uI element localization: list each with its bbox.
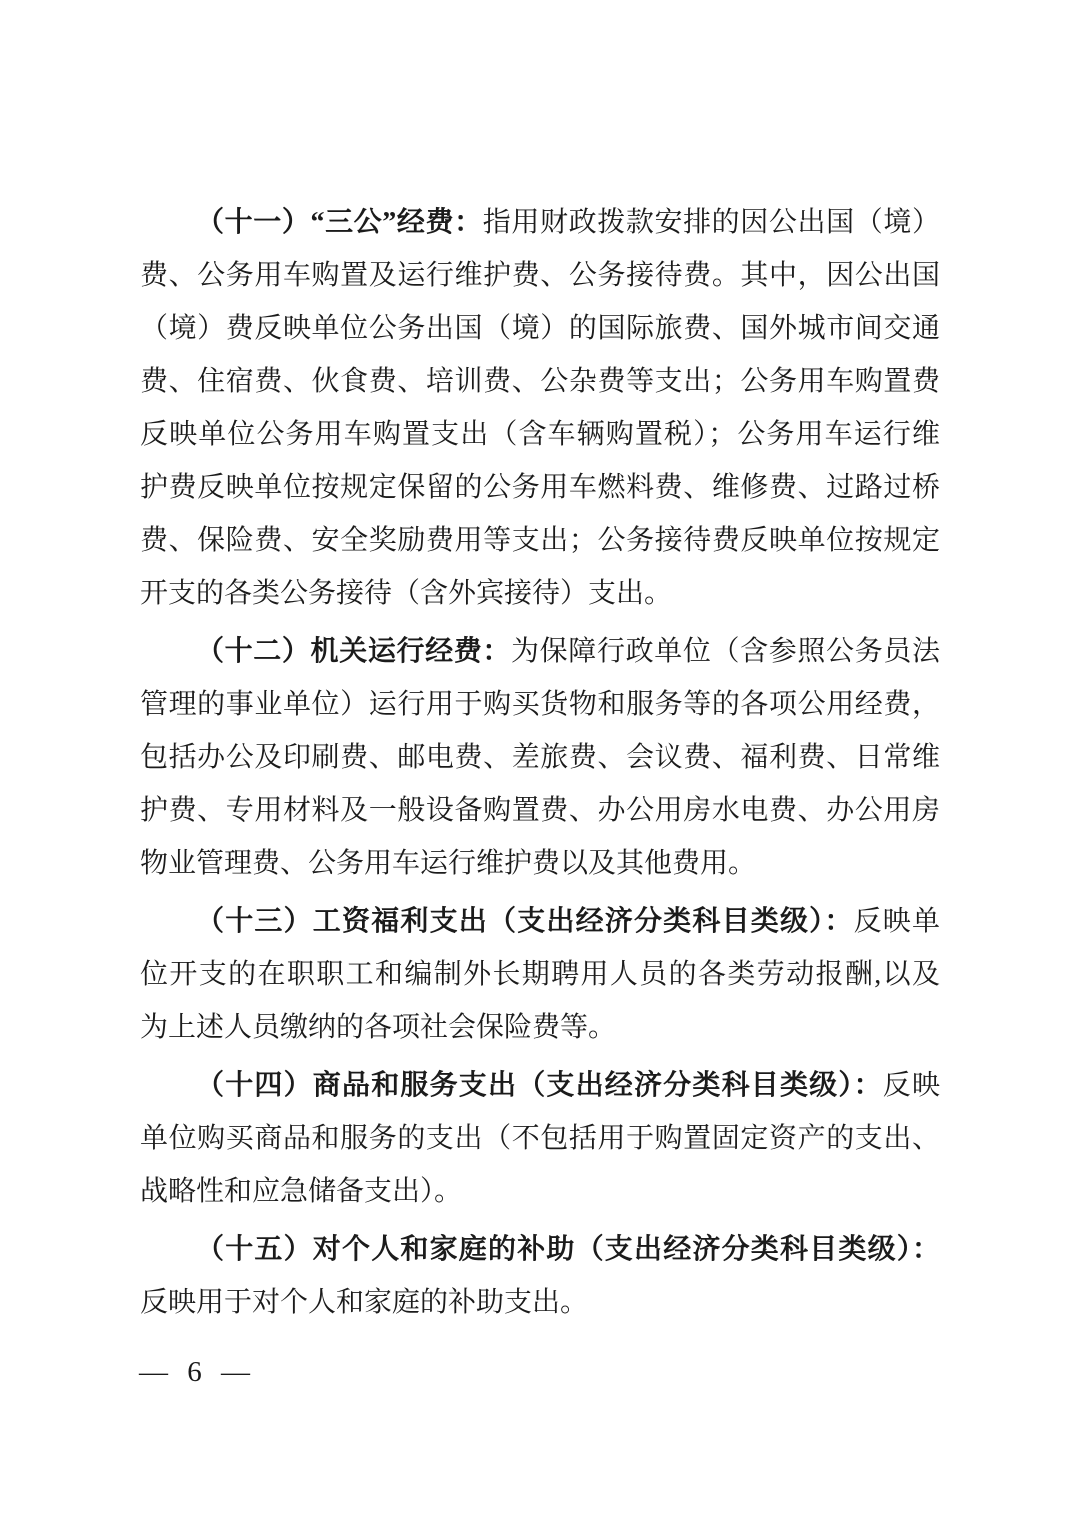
text-line: [140, 731, 940, 784]
body-text: 物业管理费、公务用车运行维护费以及其他费用。: [140, 848, 757, 879]
paragraph: [140, 1059, 940, 1218]
text-line: [140, 355, 940, 408]
text-line: [140, 1223, 940, 1276]
text-line: [140, 895, 940, 948]
text-line: [140, 408, 940, 461]
body-text: 为上述人员缴纳的各项社会保险费等。: [140, 1012, 617, 1043]
body-text: 包括办公及印刷费、邮电费、差旅费、会议费、福利费、日常维: [140, 742, 940, 773]
term-label: （十五）对个人和家庭的补助（支出经济分类科目类级）：: [196, 1234, 940, 1265]
body-text: 费、公务用车购置及运行维护费、公务接待费。其中，因公出国: [140, 260, 940, 291]
paragraph: [140, 895, 940, 1054]
body-text: 为保障行政单位（含参照公务员法: [511, 636, 940, 667]
paragraph: [140, 196, 940, 620]
text-line: [140, 1001, 940, 1054]
text-line: [140, 1276, 940, 1329]
text-line: [140, 625, 940, 678]
body-text: 管理的事业单位）运行用于购买货物和服务等的各项公用经费，: [140, 689, 940, 720]
page-number: — 6 —: [139, 1356, 253, 1388]
text-line: [140, 1059, 940, 1112]
body-text: 指用财政拨款安排的因公出国（境）: [482, 207, 940, 238]
text-line: [140, 784, 940, 837]
body-text: 反映: [882, 1070, 940, 1101]
body-text: 单位购买商品和服务的支出（不包括用于购置固定资产的支出、: [140, 1123, 940, 1154]
body-text: 费、住宿费、伙食费、培训费、公杂费等支出；公务用车购置费: [140, 366, 940, 397]
body-text: 位开支的在职职工和编制外长期聘用人员的各类劳动报酬,以及: [140, 959, 940, 990]
text-line: [140, 302, 940, 355]
text-line: [140, 1165, 940, 1218]
term-label: （十一）“三公”经费：: [196, 207, 483, 238]
text-line: [140, 1112, 940, 1165]
body-text: 开支的各类公务接待（含外宾接待）支出。: [140, 578, 673, 609]
text-line: [140, 678, 940, 731]
document-body: [140, 196, 940, 1329]
body-text: （境）费反映单位公务出国（境）的国际旅费、国外城市间交通: [140, 313, 940, 344]
body-text: 反映用于对个人和家庭的补助支出。: [140, 1287, 589, 1318]
term-label: （十四）商品和服务支出（支出经济分类科目类级）：: [196, 1070, 883, 1101]
body-text: 护费、专用材料及一般设备购置费、办公用房水电费、办公用房: [140, 795, 940, 826]
body-text: 反映单: [853, 906, 940, 937]
text-line: [140, 837, 940, 890]
text-line: [140, 567, 940, 620]
term-label: （十三）工资福利支出（支出经济分类科目类级）：: [196, 906, 854, 937]
text-line: [140, 514, 940, 567]
text-line: [140, 249, 940, 302]
text-line: [140, 461, 940, 514]
body-text: 反映单位公务用车购置支出（含车辆购置税）；公务用车运行维: [140, 419, 940, 450]
body-text: 费、保险费、安全奖励费用等支出；公务接待费反映单位按规定: [140, 525, 940, 556]
body-text: 战略性和应急储备支出）。: [140, 1176, 463, 1207]
body-text: 护费反映单位按规定保留的公务用车燃料费、维修费、过路过桥: [140, 472, 940, 503]
paragraph: [140, 625, 940, 890]
text-line: [140, 948, 940, 1001]
paragraph: [140, 1223, 940, 1329]
term-label: （十二）机关运行经费：: [196, 636, 512, 667]
text-line: [140, 196, 940, 249]
